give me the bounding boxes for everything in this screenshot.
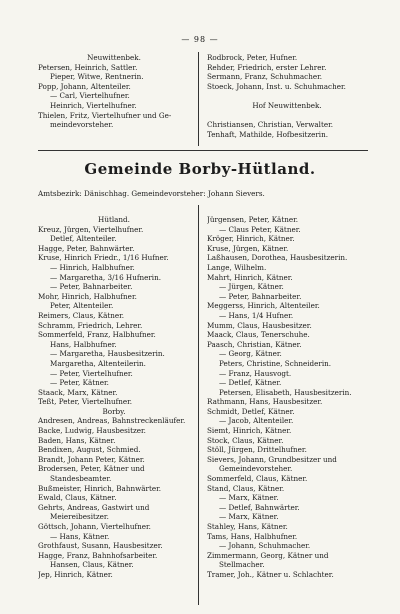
- section-heading: Neuwittenbek.: [87, 53, 141, 62]
- entry-line: Gemeindevorsteher.: [219, 464, 293, 474]
- entry-line: Tramer, Joh., Kätner u. Schlachter.: [207, 569, 334, 579]
- entry-line: Jep, Hinrich, Kätner.: [38, 569, 113, 579]
- entry-line: Hagge, Franz, Bahnhofsarbeiter.: [38, 550, 158, 560]
- top-right-column: [207, 53, 367, 139]
- entry-line: — Detlef, Kätner.: [219, 378, 282, 388]
- entry-line: meindevorsteher.: [50, 120, 114, 130]
- entry-line: Detlef, Altenteiler.: [50, 234, 117, 244]
- spacer-line: [207, 111, 367, 121]
- entry-line: — Peter, Bahnarbeiter.: [50, 282, 133, 292]
- entry-line: Zimmermann, Georg, Kätner und: [207, 550, 329, 560]
- entry-line: Paasch, Christian, Kätner.: [207, 339, 302, 349]
- entry-line: Petersen, Elisabeth, Hausbesitzerin.: [219, 387, 352, 397]
- entry-line: Sommerfeld, Franz, Halbhufner.: [38, 330, 156, 340]
- left-column: [38, 215, 190, 580]
- entry-line: Thielen, Fritz, Viertelhufner und Ge-: [38, 110, 172, 120]
- entry-line: Brandt, Johann Peter, Kätner.: [38, 454, 145, 464]
- entry-line: Backe, Ludwig, Hausbesitzer.: [38, 426, 146, 436]
- entry-line: Stahley, Hans, Kätner.: [207, 522, 288, 531]
- entry-line: — Peter, Bahnarbeiter.: [219, 291, 302, 301]
- entry-line: Mumm, Claus, Hausbesitzer.: [207, 320, 312, 330]
- entry-line: Mahrt, Hinrich, Kätner.: [207, 272, 293, 282]
- entry-line: Hansen, Claus, Kätner.: [50, 560, 134, 570]
- entry-line: Peter, Altenteiler.: [50, 301, 114, 311]
- section-heading: Borby.: [102, 406, 126, 416]
- entry-line: — Hinrich, Halbhufner.: [50, 262, 135, 272]
- entry-line: Kreuz, Jürgen, Viertelhufner.: [38, 224, 144, 234]
- entry-line: Bendixen, August, Schmied.: [38, 445, 141, 455]
- entry-line: Göttsch, Johann, Viertelhufner.: [38, 522, 151, 531]
- entry-line: Popp, Johann, Altenteiler.: [38, 81, 131, 91]
- entry-line: Petersen, Heinrich, Sattler.: [38, 62, 138, 72]
- entry-line: Tenhaft, Mathilde, Hofbesitzerin.: [207, 129, 329, 139]
- section-heading: Hof Neuwittenbek.: [252, 100, 322, 110]
- entry-line: Rehder, Friedrich, erster Lehrer.: [207, 62, 327, 72]
- spacer-line: [207, 91, 367, 101]
- entry-line: Margaretha, Altenteilerin.: [50, 358, 146, 368]
- entry-line: Bußmeister, Hinrich, Bahnwärter.: [38, 483, 162, 493]
- entry-line: — Margaretha, 3/16 Hufnerin.: [50, 272, 162, 282]
- entry-line: Stöll, Jürgen, Drittelhufner.: [207, 445, 307, 455]
- entry-line: Sommerfeld, Claus, Kätner.: [207, 474, 308, 484]
- entry-line: — Detlef, Bahnwärter.: [219, 502, 300, 512]
- entry-line: — Jürgen, Kätner.: [219, 282, 284, 292]
- entry-line: Sievers, Johann, Grundbesitzer und: [207, 454, 337, 464]
- entry-line: Baden, Hans, Kätner.: [38, 435, 116, 445]
- entry-line: Maack, Claus, Tenerschuhe.: [207, 330, 310, 340]
- entry-line: Hagge, Peter, Bahnwärter.: [38, 243, 135, 253]
- gemeinde-title: Gemeinde Borby-Hütland.: [84, 160, 316, 178]
- entry-line: Rodbrock, Peter, Hufner.: [207, 53, 298, 62]
- entry-line: Brodersen, Peter, Kätner und: [38, 464, 145, 474]
- entry-line: Meggerss, Hinrich, Altenteiler.: [207, 301, 320, 311]
- entry-line: Standesbeamter.: [50, 474, 112, 484]
- entry-line: — Carl, Viertelhufner.: [50, 91, 130, 101]
- entry-line: Heinrich, Viertelhufner.: [50, 100, 137, 110]
- right-column: [207, 215, 367, 580]
- section-separator: [38, 150, 368, 151]
- entry-line: Sermann, Franz, Schuhmacher.: [207, 72, 323, 82]
- entry-line: — Claus Peter, Kätner.: [219, 224, 301, 234]
- entry-line: Teßt, Peter, Viertelhufner.: [38, 397, 133, 407]
- top-left-column: [38, 53, 190, 130]
- entry-line: — Peter, Kätner.: [50, 378, 109, 388]
- entry-line: Hans, Halbhufner.: [50, 339, 117, 349]
- entry-line: Kruse, Hinrich Friedr., 1/16 Hufner.: [38, 253, 169, 263]
- section-heading: Hütland.: [98, 215, 130, 224]
- column-divider: [198, 205, 199, 605]
- entry-line: Ewald, Claus, Kätner.: [38, 493, 117, 503]
- entry-line: Siemt, Hinrich, Kätner.: [207, 426, 292, 436]
- entry-line: Lange, Wilhelm.: [207, 262, 267, 272]
- entry-line: — Hans, 1/4 Hufner.: [219, 310, 294, 320]
- entry-line: Andresen, Andreas, Bahnstreckenläufer.: [38, 416, 186, 426]
- entry-line: Pieper, Witwe, Rentnerin.: [50, 72, 144, 82]
- entry-line: Reimers, Claus, Kätner.: [38, 310, 125, 320]
- entry-line: Staack, Marx, Kätner.: [38, 387, 118, 397]
- entry-line: — Marx, Kätner.: [219, 493, 279, 503]
- entry-line: — Hans, Kätner.: [50, 531, 110, 541]
- column-divider: [198, 52, 199, 146]
- entry-line: Stoeck, Johann, Inst. u. Schuhmacher.: [207, 81, 346, 91]
- entry-line: Peters, Christine, Schneiderin.: [219, 358, 332, 368]
- entry-line: — Johann, Schuhmacher.: [219, 541, 311, 551]
- entry-line: — Peter, Viertelhufner.: [50, 368, 133, 378]
- entry-line: Schmidt, Detlef, Kätner.: [207, 406, 295, 416]
- entry-line: — Margaretha, Hausbesitzerin.: [50, 349, 165, 359]
- entry-line: Tams, Hans, Halbhufner.: [207, 531, 298, 541]
- entry-line: Rathmann, Hans, Hausbesitzer.: [207, 397, 323, 407]
- entry-line: Kröger, Hinrich, Kätner.: [207, 234, 295, 244]
- entry-line: Stock, Claus, Kätner.: [207, 435, 284, 445]
- entry-line: Kruse, Jürgen, Kätner.: [207, 243, 289, 253]
- entry-line: Stand, Claus, Kätner.: [207, 483, 285, 493]
- entry-line: Mohr, Hinrich, Halbhufner.: [38, 291, 137, 301]
- entry-line: Stellmacher.: [219, 560, 265, 570]
- entry-line: Grothfaust, Susann, Hausbesitzer.: [38, 541, 163, 551]
- entry-line: Laßhausen, Dorothea, Hausbesitzerin.: [207, 253, 348, 263]
- entry-line: Jürgensen, Peter, Kätner.: [207, 215, 299, 224]
- entry-line: Christiansen, Christian, Verwalter.: [207, 120, 334, 130]
- entry-line: Gehrts, Andreas, Gastwirt und: [38, 502, 150, 512]
- page-number: — 98 —: [181, 35, 219, 44]
- entry-line: Meiereibesitzer.: [50, 512, 109, 522]
- entry-line: Schramm, Friedrich, Lehrer.: [38, 320, 143, 330]
- entry-line: — Franz, Hausvogt.: [219, 368, 292, 378]
- entry-line: — Marx, Kätner.: [219, 512, 279, 522]
- gemeinde-subtitle: Amtsbezirk: Dänischhag. Gemeindevorsteher: Johann Sievers.: [38, 189, 265, 198]
- entry-line: — Georg, Kätner.: [219, 349, 282, 359]
- entry-line: — Jacob, Altenteiler.: [219, 416, 294, 426]
